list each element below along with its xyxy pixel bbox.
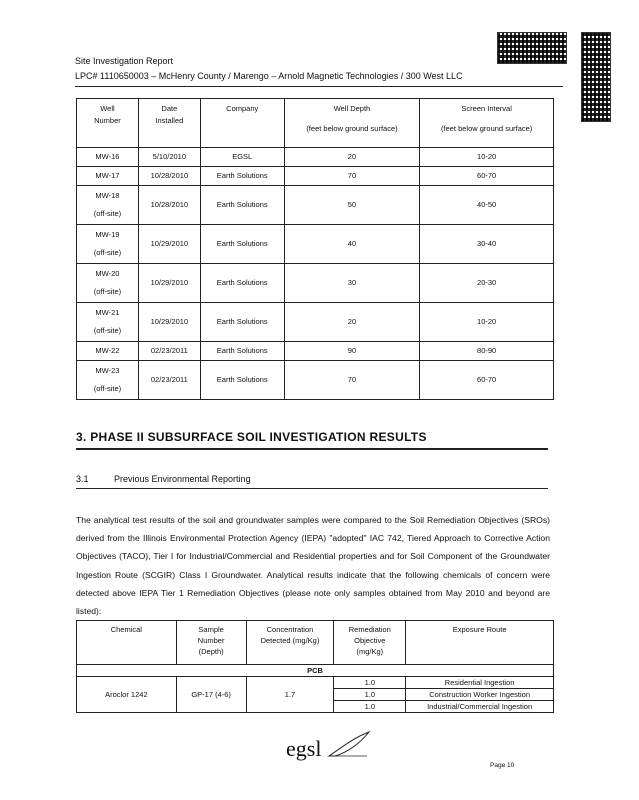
group-row: PCB [77,665,554,677]
table-row: MW-23 (off-site) 02/23/2011 Earth Solutions 70 60-70 [77,361,554,400]
col-concentration: Concentration Detected (mg/Kg) [246,621,334,665]
col-date: Date Installed [138,99,200,148]
table-row: MW-20 (off-site) 10/29/2010 Earth Solutions 30 20-30 [77,264,554,303]
table-row: 1.0 Industrial/Commercial Ingestion [77,701,554,713]
body-paragraph: The analytical test results of the soil and groundwater samples were compared to the Soil Remediation Objectives (SROs) derived from the Illinois Environmental Protection Agency (IEPA) "adopted" IAC 742, Tiered Approach to Corrective Action Objectives (TACO), Tier I for Industrial/Commercial and Residential properties and for Soil Component of the Groundwater Ingestion Route (SCGIR) Class I Groundwater. Analytical results indicate that the following chemicals of concern were detected above IEPA Tier 1 Remediation Objectives (please note only samples obtained from May 2010 and beyond are listed): [76,515,550,617]
header-divider [75,86,563,87]
col-objective: Remediation Objective (mg/Kg) [334,621,406,665]
col-chemical: Chemical [77,621,177,665]
well-table [76,98,554,400]
col-well: Well Number [77,99,139,148]
subsection-label: Previous Environmental Reporting [114,474,251,484]
col-company: Company [200,99,284,148]
report-subtitle: LPC# 1110650003 – McHenry County / Marengo – Arnold Magnetic Technologies / 300 West LLC [75,71,463,81]
section-divider [76,448,548,450]
col-route: Exposure Route [406,621,554,665]
qr-code-right [581,32,611,122]
well-table-header [77,99,554,148]
col-sample: Sample Number (Depth) [176,621,246,665]
report-title: Site Investigation Report [75,56,174,66]
table-row: MW-16 5/10/2010 EGSL 20 10-20 [77,148,554,167]
col-screen: Screen Interval (feet below ground surface) [420,99,554,148]
col-depth: Well Depth (feet below ground surface) [284,99,420,148]
chemical-table-header [77,621,554,665]
table-row: Aroclor 1242 GP-17 (4-6) 1.7 1.0 Residential Ingestion [77,677,554,689]
page-number: Page 10 [490,762,515,769]
section-title: 3. PHASE II SUBSURFACE SOIL INVESTIGATION RESULTS [76,430,427,444]
subsection-title [76,474,251,484]
table-row: MW-22 02/23/2011 Earth Solutions 90 80-90 [77,342,554,361]
table-row: MW-21 (off-site) 10/29/2010 Earth Solutions 20 10-20 [77,303,554,342]
egsl-logo: egsl [286,730,371,762]
table-row: MW-18 (off-site) 10/28/2010 Earth Solutions 50 40-50 [77,186,554,225]
subsection-divider [76,488,548,489]
table-row: MW-19 (off-site) 10/29/2010 Earth Solutions 40 30-40 [77,225,554,264]
chemical-table [76,620,554,713]
qr-code-top [497,32,567,64]
subsection-number: 3.1 [76,474,89,484]
feather-icon [327,730,371,760]
table-row: MW-17 10/28/2010 Earth Solutions 70 60-70 [77,167,554,186]
table-row: 1.0 Construction Worker Ingestion [77,689,554,701]
